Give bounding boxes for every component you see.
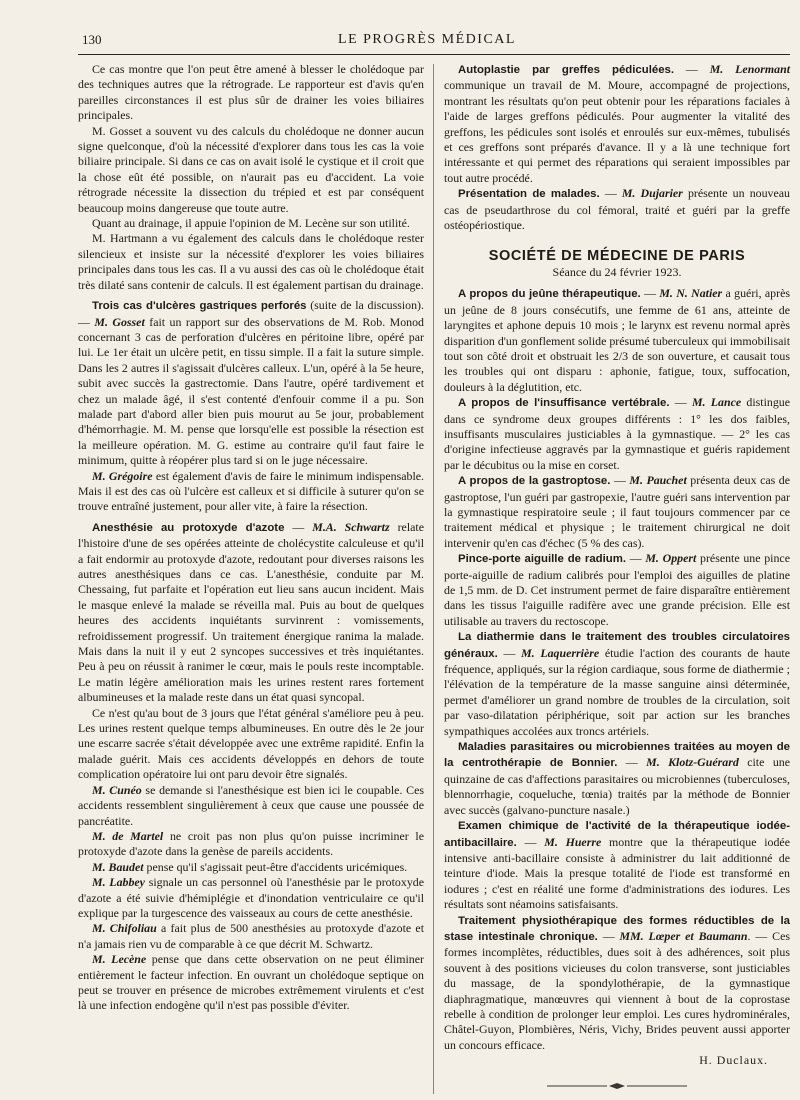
left-column: [78, 62, 424, 1014]
report-paragraph: [444, 395, 790, 473]
report-paragraph: [444, 286, 790, 395]
report-heading: Présentation de malades.: [458, 188, 600, 201]
report-paragraph: [444, 551, 790, 629]
report-text: pense que dans cette observation on ne peut éliminer entièrement le facteur infection. En ouvrant un cholédoque septique on peut se trouver en présence de microbes extrêmement virulents et c'est là une infection endogène qu'il n'est pas possible d'éviter.: [78, 952, 424, 1013]
report-text: cite une quinzaine de cas d'affections parasitaires ou microbiennes (tuberculoses, blennorrhagie, coqueluche, tœnia) traités par la méthode de Bonnier avec succès (galvano-puncture nasale.): [444, 755, 790, 817]
report-paragraph: [444, 186, 790, 233]
heading-separator: —: [626, 551, 646, 566]
author-name: M. Baudet: [92, 859, 144, 874]
heading-separator: (suite de la discussion). —: [78, 298, 424, 329]
report-heading: Autoplastie par greffes pédiculées.: [458, 64, 675, 76]
body-paragraph: Ce n'est qu'au bout de 3 jours que l'état général s'améliore peu à peu. Les urines restent quelque temps albumineuses. En outre dès le 2e jour une escarre sacrée s'était développée avec une extrême rapidité. Enfin la malade guérit. Mais ces accidents développés en dehors de toute complication opératoire lui ont paru devoir être signalés.: [78, 705, 424, 782]
heading-separator: —: [497, 645, 522, 660]
report-text: ne croit pas non plus qu'on puisse incriminer le protoxyde d'azote dans la genèse de pareils accidents.: [78, 828, 425, 859]
report-paragraph: [444, 62, 790, 186]
author-name: M.A. Schwartz: [312, 519, 390, 534]
report-paragraph: [444, 473, 790, 551]
section-date: Séance du 24 février 1923.: [552, 264, 682, 279]
author-signature: H. Duclaux.: [699, 1053, 768, 1068]
author-name: M. Labbey: [92, 875, 145, 890]
right-column: [444, 62, 790, 1094]
report-paragraph: [78, 829, 424, 860]
report-text: fait un rapport sur des observations de M. Rob. Monod concernant 3 cas de perforation d'ulcères en péritoine libre, opéré par lui. Le 1er était un ulcère petit, en tissu simple. Il a fait la suture simple. Dans les 2 autres il s'agissait d'ulcères calleux. L'un, opéré à la 5e heure, subit avec succès la gastrectomie. Dans l'autre, opéré tardivement et chez un malade âgé, il s'est contenté d'enfouir comme il a pu. Son malade part d'abord aller bien puis mourut au 5e jour, probablement d'hémorrhagie. M. M. pense que lorsqu'elle est possible la résection est la meilleure opération. M. G. estime au contraire qu'il faut faire le minimum, quitte à réopérer plus tard si on le juge nécessaire.: [78, 314, 424, 468]
report-heading: Maladies parasitaires ou microbiennes traitées au moyen de la centrothérapie de Bonnier.: [444, 741, 790, 770]
report-text: montre que la thérapeutique iodée intensive anti-bacillaire consiste à administrer du lait additionné de teinture d'iode. Mais la presque totalité de l'iode est transformé en iodures ; c'est en réalité une forme d'administrations des iodures. Les résultats sont néamoins satisfaisants.: [444, 834, 790, 912]
author-name: MM. Lœper et Baumann: [619, 928, 748, 943]
report-text: est également d'avis de faire le minimum indispensable. Mais il est des cas où l'ulcère est calleux et si difficile à suturer qu'on se trouve entraîné justement, pour aller vite, à faire la résection.: [78, 468, 425, 514]
report-text: étudie l'action des courants de haute fréquence, appliqués, sur la région cardiaque, sous forme de diathermie ; l'élévation de la température de la masse sanguine ainsi déterminée, permet d'améliorer un grand nombre de troubles de la circulation, soit par vaso-dilatation périphérique, soit par action sur les branches sympathiques accolées aux troncs artériels.: [444, 645, 790, 738]
report-text: communique un travail de M. Moure, accompagné de projections, montrant les résultats qu'on peut obtenir pour les réparations faciales à l'aide de larges greffons pédiculés. Pour augmenter la vitalité des greffons, les pédicules sont isolés et enroulés sur eux-mêmes, tubulisés et ces greffons sont préparés d'avance. Il y a là une technique fort intéressante et qui permet des réparations qui seraient impossibles par tout autre procédé.: [444, 78, 790, 185]
heading-separator: —: [284, 519, 313, 534]
header-rule: [78, 54, 790, 55]
report-paragraph: [78, 298, 424, 468]
report-paragraph: [78, 875, 424, 921]
column-divider: [433, 64, 434, 1094]
author-name: M. Lecène: [92, 952, 147, 967]
author-name: M. Dujarier: [621, 186, 683, 201]
report-heading: Examen chimique de l'activité de la thérapeutique iodée-antibacillaire.: [444, 820, 790, 849]
report-text: signale un cas personnel où l'anesthésie par le protoxyde d'azote a été suivie d'hémiplégie et d'inondation ventriculaire ce qu'il explique par la turgescence des vaisseaux au cours de cette anesthésie.: [78, 875, 424, 920]
heading-separator: —: [610, 473, 630, 488]
report-text: pense qu'il s'agissait peut-être d'accidents uricémiques.: [143, 859, 408, 874]
report-heading: Pince-porte aiguille de radium.: [458, 553, 627, 566]
heading-separator: —: [597, 928, 620, 943]
author-name: M. Gosset: [94, 314, 145, 329]
author-name: M. Klotz-Guérard: [646, 755, 739, 770]
report-text: distingue dans ce syndrome deux groupes différents : 1° les dos faibles, insuffisants musculaires justiciables à la gymnastique. — 2° les cas d'origine infectieuse aggravés par la gymnastique et guéris rapidement par le décubitus ou la mise en corset.: [444, 395, 791, 472]
report-paragraph: [78, 469, 424, 515]
body-paragraph: Ce cas montre que l'on peut être amené à blesser le cholédoque par des techniques autres que la rétrograde. Le rapporteur est d'avis qu'en pareilles circonstances il est plus sûr de drainer les voies biliaires principales.: [78, 62, 424, 123]
report-heading: A propos de l'insuffisance vertébrale.: [458, 397, 670, 410]
report-paragraph: [444, 629, 790, 739]
body-paragraph: Quant au drainage, il appuie l'opinion de M. Lecène sur son utilité.: [92, 216, 410, 231]
report-heading: Anesthésie au protoxyde d'azote: [92, 521, 285, 534]
page-number: 130: [82, 32, 102, 47]
report-heading: Traitement physiothérapique des formes réductibles de la stase intestinale chronique.: [444, 914, 790, 943]
report-text: présenta deux cas de gastroptose, l'un guéri par gastropexie, l'autre guéri sans intervention par la gymnastique respiratoire seule ; il faut toujours commencer par ce traitement médical et physique ; le traitement chirurgical ne doit intervenir qu'en cas d'échec (5 % des cas).: [444, 473, 791, 550]
report-paragraph: [78, 783, 424, 829]
report-heading: Trois cas d'ulcères gastriques perforés: [92, 300, 307, 313]
heading-separator: —: [617, 755, 647, 770]
report-paragraph: [444, 818, 790, 912]
report-text: a guéri, après un jeûne de 8 jours consécutifs, une femme de 61 ans, atteinte de laryngites et aphone depuis 10 mois ; le larynx est revenu normal après disparition d'un gonflement solide présumé tuberculeux qui immobilisait tout son côté droit et obstruait les 2/3 de son ouverture, et causait tous les troubles qui ont disparu : aphonie, fatigue, toux, suffocation, douleurs à la déglutition, etc.: [444, 286, 790, 394]
ornament-divider: [444, 1079, 790, 1094]
report-heading: A propos de la gastroptose.: [458, 475, 611, 488]
page-header: [82, 32, 772, 50]
body-paragraph: M. Gosset a souvent vu des calculs du cholédoque ne donner aucun signe quelconque, d'où la nécessité d'explorer dans tous les cas la voie biliaire principale. Si dans ce cas on avait isolé le cystique et il croit que la chose eût été possible, on n'aurait pas eu d'accident. La voie rétrograde nécessite la dissection du trépied et est par conséquent beaucoup moins dangereuse que toute autre.: [78, 123, 424, 215]
author-name: M. Cunéo: [92, 782, 142, 797]
author-name: M. Oppert: [645, 551, 697, 566]
heading-separator: —: [640, 286, 660, 301]
author-name: M. de Martel: [92, 828, 164, 843]
report-text: . — Ces formes incomplètes, réductibles, dues soit à des adhérences, soit plus souvent à des positions vicieuses du colon transverse, sont justiciables du massage, de la spondylothérapie, de la gymnastique diaphragmatique, manœuvres qui viennent à bout de la coprostase rebelle à condition de prolonger leur emploi. Les cures hydrominérales, Châtel-Guyon, Plombières, Néris, Vichy, Brides peuvent aussi apporter un concours efficace.: [444, 928, 790, 1052]
author-name: M. Grégoire: [92, 468, 153, 483]
report-text: présente un nouveau cas de pseudarthrose du col fémoral, traité et guéri par la greffe ostéopériostique.: [444, 186, 790, 233]
report-paragraph: [78, 952, 424, 1014]
heading-separator: —: [599, 186, 622, 201]
heading-separator: —: [516, 834, 545, 849]
report-text: relate l'histoire d'une de ses opérées atteinte de cholécystite calculeuse et qu'il a fait endormir au protoxyde d'azote, redoutant pour diverses raisons les autres anesthésiques dans ce cas. L'anesthésie, conduite par M. Chessaing, fut parfaite et l'opération eut lieu sans aucun incident. Mais le masque enlevé la malade se réveilla mal. Puis au bout de quelques heures des accidents inquiétants survinrent : vomissements, refroidissement progressif. Un traitement énergique ranima la malade. Mais dans la nuit il y eut 2 syncopes successives et très inquiétantes. Peu à peu on réussit à ranimer le cœur, mais le pouls reste incomptable. Le matin légère amélioration mais les urines restent rares fortement albumineuses et la malade reste dans un état quasi syncopal.: [78, 519, 424, 705]
author-name: M. Pauchet: [629, 473, 687, 488]
report-paragraph: [78, 860, 424, 875]
report-paragraph: [444, 913, 790, 1054]
report-heading: A propos du jeûne thérapeutique.: [458, 288, 641, 301]
report-text: se demande si l'anesthésique est bien ici le coupable. Ces accidents ressemblent singulièrement à ceux que cause une poussée de pancréatite.: [78, 782, 424, 828]
report-text: a fait plus de 500 anesthésies au protoxyde d'azote et n'a jamais rien vu de comparable à ce que décrit M. Schwartz.: [78, 921, 425, 951]
author-name: M. Chifoliau: [92, 921, 157, 936]
ornament-icon: [547, 1082, 687, 1090]
body-paragraph: M. Hartmann a vu également des calculs dans le cholédoque rester silencieux et insiste sur la nécessité d'explorer les voies biliaires principales dans tous les cas. Il a vu aussi des cas où le cholédoque était très dilaté sans contenir de calculs. Il est également partisan du drainage.: [78, 231, 424, 292]
report-paragraph: [78, 520, 424, 706]
heading-separator: —: [674, 62, 710, 76]
section-title: SOCIÉTÉ DE MÉDECINE DE PARIS: [488, 248, 746, 265]
report-paragraph: [78, 921, 424, 952]
author-name: M. Lenormant: [709, 62, 790, 76]
report-paragraph: [444, 739, 790, 818]
report-text: présente une pince porte-aiguille de radium calibrés pour l'emploi des aiguilles de platine de 1,5 mm. de D. Cet instrument permet de faire disparaître entièrement dans les tissus l'aiguille radifère avec une grande précision. Elle est utilisable au travers du rectoscope.: [444, 551, 790, 628]
report-heading: La diathermie dans le traitement des troubles circulatoires généraux.: [444, 631, 790, 660]
journal-title: LE PROGRÈS MÉDICAL: [338, 32, 516, 47]
author-name: M. Lance: [691, 395, 742, 410]
author-name: M. Laquerrière: [521, 645, 600, 660]
author-name: M. Huerre: [544, 834, 602, 849]
author-name: M. N. Natier: [659, 286, 723, 301]
heading-separator: —: [669, 395, 692, 410]
